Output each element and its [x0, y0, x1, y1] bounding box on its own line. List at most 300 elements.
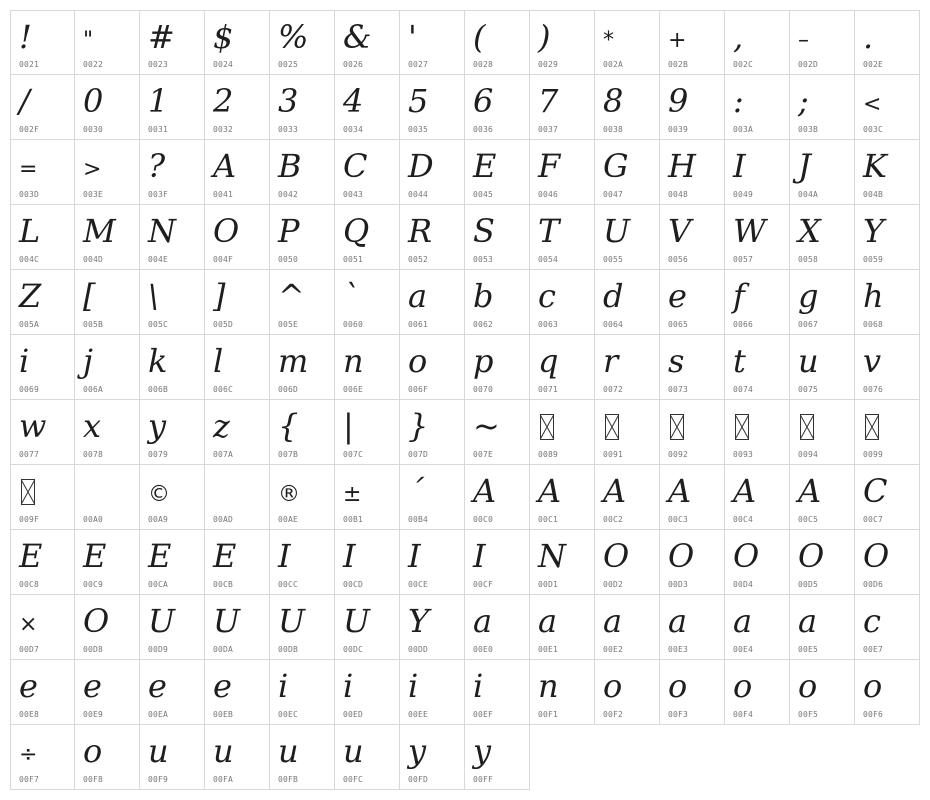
glyph-cell — [530, 465, 595, 530]
glyph-cell — [400, 530, 465, 595]
glyph-char: O — [733, 537, 760, 575]
glyph-char: e — [19, 667, 38, 705]
glyph-cell — [335, 140, 400, 205]
glyph-code: 0063 — [538, 320, 559, 329]
glyph-code: 006D — [278, 385, 299, 394]
glyph-code: 006E — [343, 385, 364, 394]
glyph-char: E — [83, 537, 107, 575]
glyph-code: 00E7 — [863, 645, 884, 654]
missing-glyph-icon — [540, 414, 554, 440]
glyph-char: > — [83, 157, 102, 182]
glyph-cell — [205, 205, 270, 270]
glyph-char: % — [278, 18, 309, 56]
glyph-char: C — [343, 147, 368, 185]
glyph-char: [ — [83, 277, 96, 315]
glyph-cell — [530, 140, 595, 205]
glyph-char: n — [538, 667, 559, 705]
glyph-char: O — [798, 537, 825, 575]
glyph-code: 007C — [343, 450, 364, 459]
glyph-code: 0044 — [408, 190, 429, 199]
glyph-char: I — [408, 537, 421, 575]
glyph-cell — [400, 270, 465, 335]
glyph-char: 6 — [473, 82, 494, 120]
glyph-code: 0031 — [148, 125, 169, 134]
glyph-cell — [335, 75, 400, 140]
glyph-cell — [335, 530, 400, 595]
glyph-cell — [660, 10, 725, 75]
glyph-code: 0070 — [473, 385, 494, 394]
glyph-cell — [270, 595, 335, 660]
glyph-char: d — [603, 277, 624, 315]
glyph-cell — [595, 140, 660, 205]
glyph-cell — [400, 725, 465, 790]
glyph-char: o — [863, 667, 883, 705]
glyph-cell — [790, 595, 855, 660]
glyph-code: 006C — [213, 385, 234, 394]
glyph-char: N — [538, 537, 566, 575]
glyph-char: W — [733, 212, 766, 250]
glyph-cell — [270, 10, 335, 75]
glyph-char: f — [733, 277, 745, 315]
glyph-cell — [660, 400, 725, 465]
glyph-code: 00C8 — [19, 580, 40, 589]
glyph-char: # — [148, 18, 175, 56]
glyph-code: 00D1 — [538, 580, 559, 589]
glyph-char: B — [278, 147, 302, 185]
glyph-cell — [465, 595, 530, 660]
glyph-cell — [790, 335, 855, 400]
glyph-cell — [75, 270, 140, 335]
glyph-code: 00F8 — [83, 775, 104, 784]
glyph-code: 00FB — [278, 775, 299, 784]
glyph-cell — [270, 205, 335, 270]
glyph-cell — [725, 400, 790, 465]
glyph-cell — [595, 530, 660, 595]
glyph-char: Z — [19, 277, 42, 315]
glyph-char: V — [668, 212, 692, 250]
glyph-cell — [660, 595, 725, 660]
glyph-cell — [660, 205, 725, 270]
glyph-char: r — [603, 342, 619, 380]
glyph-char: i — [19, 342, 30, 380]
glyph-cell — [10, 75, 75, 140]
glyph-char: \ — [148, 277, 159, 315]
glyph-cell — [530, 660, 595, 725]
glyph-code: 002D — [798, 60, 819, 69]
glyph-char: o — [408, 342, 428, 380]
glyph-code: 0075 — [798, 385, 819, 394]
glyph-code: 00DB — [278, 645, 299, 654]
glyph-code: 006B — [148, 385, 169, 394]
glyph-char: o — [798, 667, 818, 705]
glyph-code: 0079 — [148, 450, 169, 459]
glyph-code: 00C5 — [798, 515, 819, 524]
glyph-char: ~ — [473, 407, 500, 445]
glyph-cell — [400, 595, 465, 660]
glyph-code: 0026 — [343, 60, 364, 69]
glyph-code: 0066 — [733, 320, 754, 329]
glyph-code: 00C0 — [473, 515, 494, 524]
glyph-cell — [660, 270, 725, 335]
glyph-cell — [855, 335, 920, 400]
glyph-code: 00CD — [343, 580, 364, 589]
glyph-char: ( — [473, 18, 486, 56]
glyph-code: 004E — [148, 255, 169, 264]
glyph-cell — [75, 335, 140, 400]
glyph-char: v — [863, 342, 882, 380]
glyph-cell — [205, 595, 270, 660]
glyph-char: A — [733, 472, 757, 510]
glyph-char: Y — [863, 212, 885, 250]
glyph-char: Y — [408, 602, 430, 640]
glyph-code: 00E9 — [83, 710, 104, 719]
glyph-cell — [595, 335, 660, 400]
glyph-char: D — [408, 147, 434, 185]
glyph-char: y — [473, 732, 492, 770]
glyph-cell — [595, 270, 660, 335]
glyph-cell — [205, 75, 270, 140]
glyph-code: 005B — [83, 320, 104, 329]
glyph-code: 002E — [863, 60, 884, 69]
glyph-code: 00DD — [408, 645, 429, 654]
glyph-char: | — [343, 407, 354, 445]
glyph-char: – — [798, 28, 809, 53]
glyph-cell — [335, 725, 400, 790]
glyph-cell — [725, 10, 790, 75]
glyph-code: 007B — [278, 450, 299, 459]
glyph-cell — [465, 10, 530, 75]
glyph-cell — [725, 465, 790, 530]
glyph-char: b — [473, 277, 494, 315]
glyph-char: ® — [278, 482, 300, 507]
glyph-cell — [140, 140, 205, 205]
glyph-cell — [790, 205, 855, 270]
glyph-char: ' — [408, 18, 417, 56]
glyph-code: 005C — [148, 320, 169, 329]
glyph-cell — [595, 465, 660, 530]
glyph-char: a — [538, 602, 558, 640]
glyph-code: 00D6 — [863, 580, 884, 589]
glyph-code: 00C2 — [603, 515, 624, 524]
glyph-cell — [790, 660, 855, 725]
glyph-char: i — [408, 667, 419, 705]
glyph-cell — [465, 660, 530, 725]
glyph-char: i — [473, 667, 484, 705]
glyph-char: ± — [343, 482, 362, 507]
glyph-cell — [205, 10, 270, 75]
glyph-code: 007A — [213, 450, 234, 459]
glyph-cell — [400, 140, 465, 205]
glyph-char: w — [19, 407, 47, 445]
glyph-cell — [660, 530, 725, 595]
glyph-char: t — [733, 342, 746, 380]
glyph-code: 009F — [19, 515, 40, 524]
glyph-char: + — [668, 28, 687, 53]
glyph-cell — [855, 400, 920, 465]
glyph-cell — [10, 400, 75, 465]
glyph-cell — [10, 465, 75, 530]
glyph-code: 00EA — [148, 710, 169, 719]
glyph-char: e — [213, 667, 232, 705]
glyph-cell — [595, 205, 660, 270]
glyph-cell — [595, 75, 660, 140]
glyph-char: u — [343, 732, 364, 770]
glyph-cell — [400, 465, 465, 530]
glyph-char: u — [148, 732, 169, 770]
glyph-cell — [10, 335, 75, 400]
glyph-char: ? — [148, 147, 166, 185]
missing-glyph-icon — [670, 414, 684, 440]
glyph-cell — [855, 595, 920, 660]
glyph-code: 0028 — [473, 60, 494, 69]
glyph-char: i — [278, 667, 289, 705]
glyph-code: 00D3 — [668, 580, 689, 589]
glyph-char: E — [19, 537, 43, 575]
glyph-code: 00FC — [343, 775, 364, 784]
glyph-char: O — [668, 537, 695, 575]
glyph-code: 0042 — [278, 190, 299, 199]
glyph-code: 00CF — [473, 580, 494, 589]
glyph-char: l — [213, 342, 224, 380]
glyph-cell — [335, 335, 400, 400]
glyph-code: 0049 — [733, 190, 754, 199]
glyph-char: 7 — [538, 82, 559, 120]
missing-glyph-icon — [800, 414, 814, 440]
glyph-code: 0030 — [83, 125, 104, 134]
glyph-cell — [530, 530, 595, 595]
glyph-char: a — [733, 602, 753, 640]
glyph-cell — [530, 400, 595, 465]
glyph-code: 00F9 — [148, 775, 169, 784]
glyph-char: " — [83, 28, 94, 53]
glyph-code: 0045 — [473, 190, 494, 199]
glyph-code: 0078 — [83, 450, 104, 459]
glyph-char: A — [538, 472, 562, 510]
missing-glyph-icon — [605, 414, 619, 440]
glyph-char: y — [408, 732, 427, 770]
glyph-char: o — [733, 667, 753, 705]
glyph-code: 00E0 — [473, 645, 494, 654]
glyph-cell — [790, 75, 855, 140]
glyph-code: 00F2 — [603, 710, 624, 719]
glyph-code: 00CE — [408, 580, 429, 589]
glyph-code: 00EE — [408, 710, 429, 719]
glyph-cell — [465, 400, 530, 465]
glyph-code: 0056 — [668, 255, 689, 264]
glyph-char: U — [603, 212, 630, 250]
glyph-char: o — [603, 667, 623, 705]
glyph-cell — [10, 725, 75, 790]
glyph-char: e — [83, 667, 102, 705]
glyph-code: 00EF — [473, 710, 494, 719]
glyph-char: e — [668, 277, 687, 315]
glyph-cell — [270, 75, 335, 140]
glyph-code: 004D — [83, 255, 104, 264]
glyph-code: 0034 — [343, 125, 364, 134]
glyph-cell — [140, 205, 205, 270]
glyph-char: ; — [798, 82, 809, 120]
glyph-cell — [140, 270, 205, 335]
glyph-cell — [140, 400, 205, 465]
glyph-code: 00D2 — [603, 580, 624, 589]
glyph-code: 00EC — [278, 710, 299, 719]
glyph-code: 00C4 — [733, 515, 754, 524]
glyph-char: . — [863, 18, 874, 56]
glyph-char: ] — [213, 277, 226, 315]
glyph-cell — [790, 10, 855, 75]
glyph-cell — [75, 465, 140, 530]
glyph-char: 5 — [408, 82, 429, 120]
missing-glyph-icon — [21, 479, 35, 505]
glyph-char: A — [603, 472, 627, 510]
glyph-char: y — [148, 407, 167, 445]
glyph-cell — [335, 400, 400, 465]
glyph-code: 00C7 — [863, 515, 884, 524]
glyph-cell — [855, 270, 920, 335]
glyph-cell — [10, 270, 75, 335]
glyph-code: 0033 — [278, 125, 299, 134]
glyph-cell — [790, 400, 855, 465]
glyph-char: ´ — [408, 472, 424, 510]
glyph-char: O — [863, 537, 890, 575]
glyph-code: 006A — [83, 385, 104, 394]
glyph-code: 00C3 — [668, 515, 689, 524]
glyph-char: K — [863, 147, 887, 185]
glyph-cell — [855, 10, 920, 75]
glyph-char: 0 — [83, 82, 104, 120]
glyph-code: 003E — [83, 190, 104, 199]
glyph-char: m — [278, 342, 309, 380]
glyph-cell — [660, 75, 725, 140]
glyph-char: E — [473, 147, 497, 185]
glyph-cell — [75, 140, 140, 205]
glyph-code: 00C1 — [538, 515, 559, 524]
glyph-code: 0059 — [863, 255, 884, 264]
glyph-cell — [465, 465, 530, 530]
glyph-char: : — [733, 82, 744, 120]
glyph-cell — [855, 140, 920, 205]
glyph-code: 00E2 — [603, 645, 624, 654]
glyph-char: 9 — [668, 82, 689, 120]
glyph-code: 0039 — [668, 125, 689, 134]
glyph-char: U — [343, 602, 370, 640]
glyph-char: 8 — [603, 82, 624, 120]
glyph-char: , — [733, 18, 744, 56]
glyph-cell — [530, 270, 595, 335]
glyph-cell — [10, 10, 75, 75]
glyph-code: 0093 — [733, 450, 754, 459]
glyph-char: M — [83, 212, 116, 250]
glyph-code: 0094 — [798, 450, 819, 459]
glyph-char: u — [798, 342, 819, 380]
glyph-char: $ — [213, 18, 234, 56]
glyph-cell — [725, 205, 790, 270]
glyph-code: 0021 — [19, 60, 40, 69]
glyph-cell — [725, 140, 790, 205]
glyph-code: 003A — [733, 125, 754, 134]
glyph-code: 00DA — [213, 645, 234, 654]
glyph-cell — [530, 10, 595, 75]
glyph-code: 00B1 — [343, 515, 364, 524]
glyph-char: a — [408, 277, 428, 315]
glyph-code: 0077 — [19, 450, 40, 459]
glyph-cell — [205, 335, 270, 400]
glyph-code: 0092 — [668, 450, 689, 459]
glyph-cell — [725, 75, 790, 140]
glyph-char: o — [668, 667, 688, 705]
glyph-code: 003F — [148, 190, 169, 199]
glyph-code: 0051 — [343, 255, 364, 264]
glyph-cell — [400, 10, 465, 75]
glyph-code: 00E4 — [733, 645, 754, 654]
glyph-char: a — [473, 602, 493, 640]
glyph-code: 0038 — [603, 125, 624, 134]
glyph-cell — [790, 465, 855, 530]
glyph-cell — [270, 465, 335, 530]
glyph-char: 3 — [278, 82, 299, 120]
glyph-char: < — [863, 92, 882, 117]
glyph-char: R — [408, 212, 433, 250]
glyph-char: I — [278, 537, 291, 575]
glyph-cell — [855, 205, 920, 270]
glyph-cell — [75, 530, 140, 595]
glyph-cell — [660, 335, 725, 400]
glyph-cell — [10, 205, 75, 270]
glyph-code: 0065 — [668, 320, 689, 329]
glyph-grid — [10, 10, 920, 790]
glyph-char: E — [213, 537, 237, 575]
glyph-code: 0043 — [343, 190, 364, 199]
glyph-code: 007D — [408, 450, 429, 459]
glyph-code: 00F5 — [798, 710, 819, 719]
glyph-code: 0060 — [343, 320, 364, 329]
glyph-code: 0036 — [473, 125, 494, 134]
glyph-cell — [270, 270, 335, 335]
glyph-code: 0064 — [603, 320, 624, 329]
glyph-cell — [335, 205, 400, 270]
glyph-cell — [465, 335, 530, 400]
glyph-cell — [725, 595, 790, 660]
glyph-code: 00D8 — [83, 645, 104, 654]
glyph-code: 002A — [603, 60, 624, 69]
glyph-code: 0035 — [408, 125, 429, 134]
glyph-char: X — [798, 212, 821, 250]
glyph-char: I — [733, 147, 746, 185]
glyph-cell — [595, 10, 660, 75]
glyph-char: 2 — [213, 82, 234, 120]
glyph-char: I — [473, 537, 486, 575]
glyph-char: g — [798, 277, 819, 315]
glyph-code: 00D5 — [798, 580, 819, 589]
glyph-cell — [10, 660, 75, 725]
glyph-cell — [400, 205, 465, 270]
glyph-code: 00F4 — [733, 710, 754, 719]
glyph-code: 00AD — [213, 515, 234, 524]
glyph-char: T — [538, 212, 560, 250]
glyph-char: G — [603, 147, 629, 185]
glyph-char: A — [213, 147, 237, 185]
glyph-code: 0046 — [538, 190, 559, 199]
glyph-cell — [790, 140, 855, 205]
glyph-cell — [140, 465, 205, 530]
glyph-code: 0071 — [538, 385, 559, 394]
glyph-char: k — [148, 342, 168, 380]
glyph-char: c — [863, 602, 881, 640]
glyph-char: A — [473, 472, 497, 510]
glyph-code: 00A9 — [148, 515, 169, 524]
glyph-char: * — [603, 28, 614, 53]
glyph-code: 0052 — [408, 255, 429, 264]
